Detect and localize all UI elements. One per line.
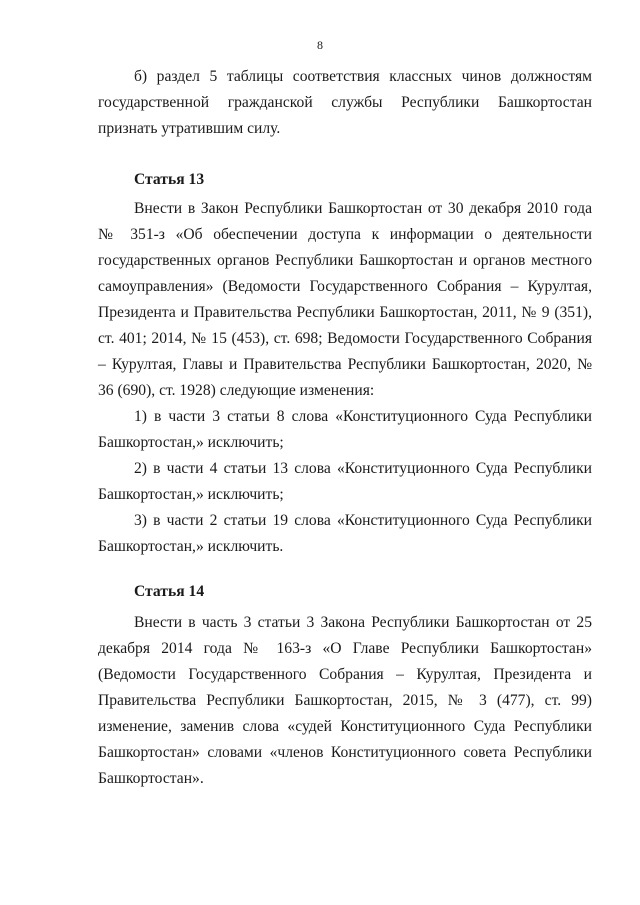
article-14-heading: Статья 14: [134, 583, 205, 600]
article-13-body: [98, 196, 592, 560]
intro-section: [98, 64, 592, 142]
article-13-heading: Статья 13: [134, 171, 205, 188]
article-13-main-paragraph: Внести в Закон Республики Башкортостан от 30 декабря 2010 года № 351-з «Об обеспечении доступа к информации о деятельности государственных органов Республики Башкортостан и органов местного самоуправления» (Ведомости Государственного Собрания – Курултая, Президента и Правительства Республики Башкортостан, 2011, № 9 (351), ст. 401; 2014, № 15 (453), ст. 698; Ведомости Государственного Собрания – Курултая, Главы и Правительства Республики Башкортостан, 2020, № 36 (690), ст. 1928) следующие изменения:: [98, 200, 592, 399]
intro-paragraph: б) раздел 5 таблицы соответствия классных чинов должностям государственной гражданской службы Республики Башкортостан признать утратившим силу.: [98, 68, 592, 137]
article-13-item: 3) в части 2 статьи 19 слова «Конституционного Суда Республики Башкортостан,» исключить.: [98, 512, 592, 555]
article-13-item: 2) в части 4 статьи 13 слова «Конституционного Суда Республики Башкортостан,» исключить;: [98, 460, 592, 503]
article-14-main-paragraph: Внести в часть 3 статьи 3 Закона Республики Башкортостан от 25 декабря 2014 года № 163-з «О Главе Республики Башкортостан» (Ведомости Государственного Собрания – Курултая, Президента и Правительства Республики Башкортостан, 2015, № 3 (477), ст. 99) изменение, заменив слова «судей Конституционного Суда Республики Башкортостан» словами «членов Конституционного совета Республики Башкортостан».: [98, 614, 592, 787]
page-number: 8: [317, 38, 323, 52]
article-13-item: 1) в части 3 статьи 8 слова «Конституционного Суда Республики Башкортостан,» исключить;: [98, 408, 592, 451]
article-14-body: [98, 610, 592, 792]
